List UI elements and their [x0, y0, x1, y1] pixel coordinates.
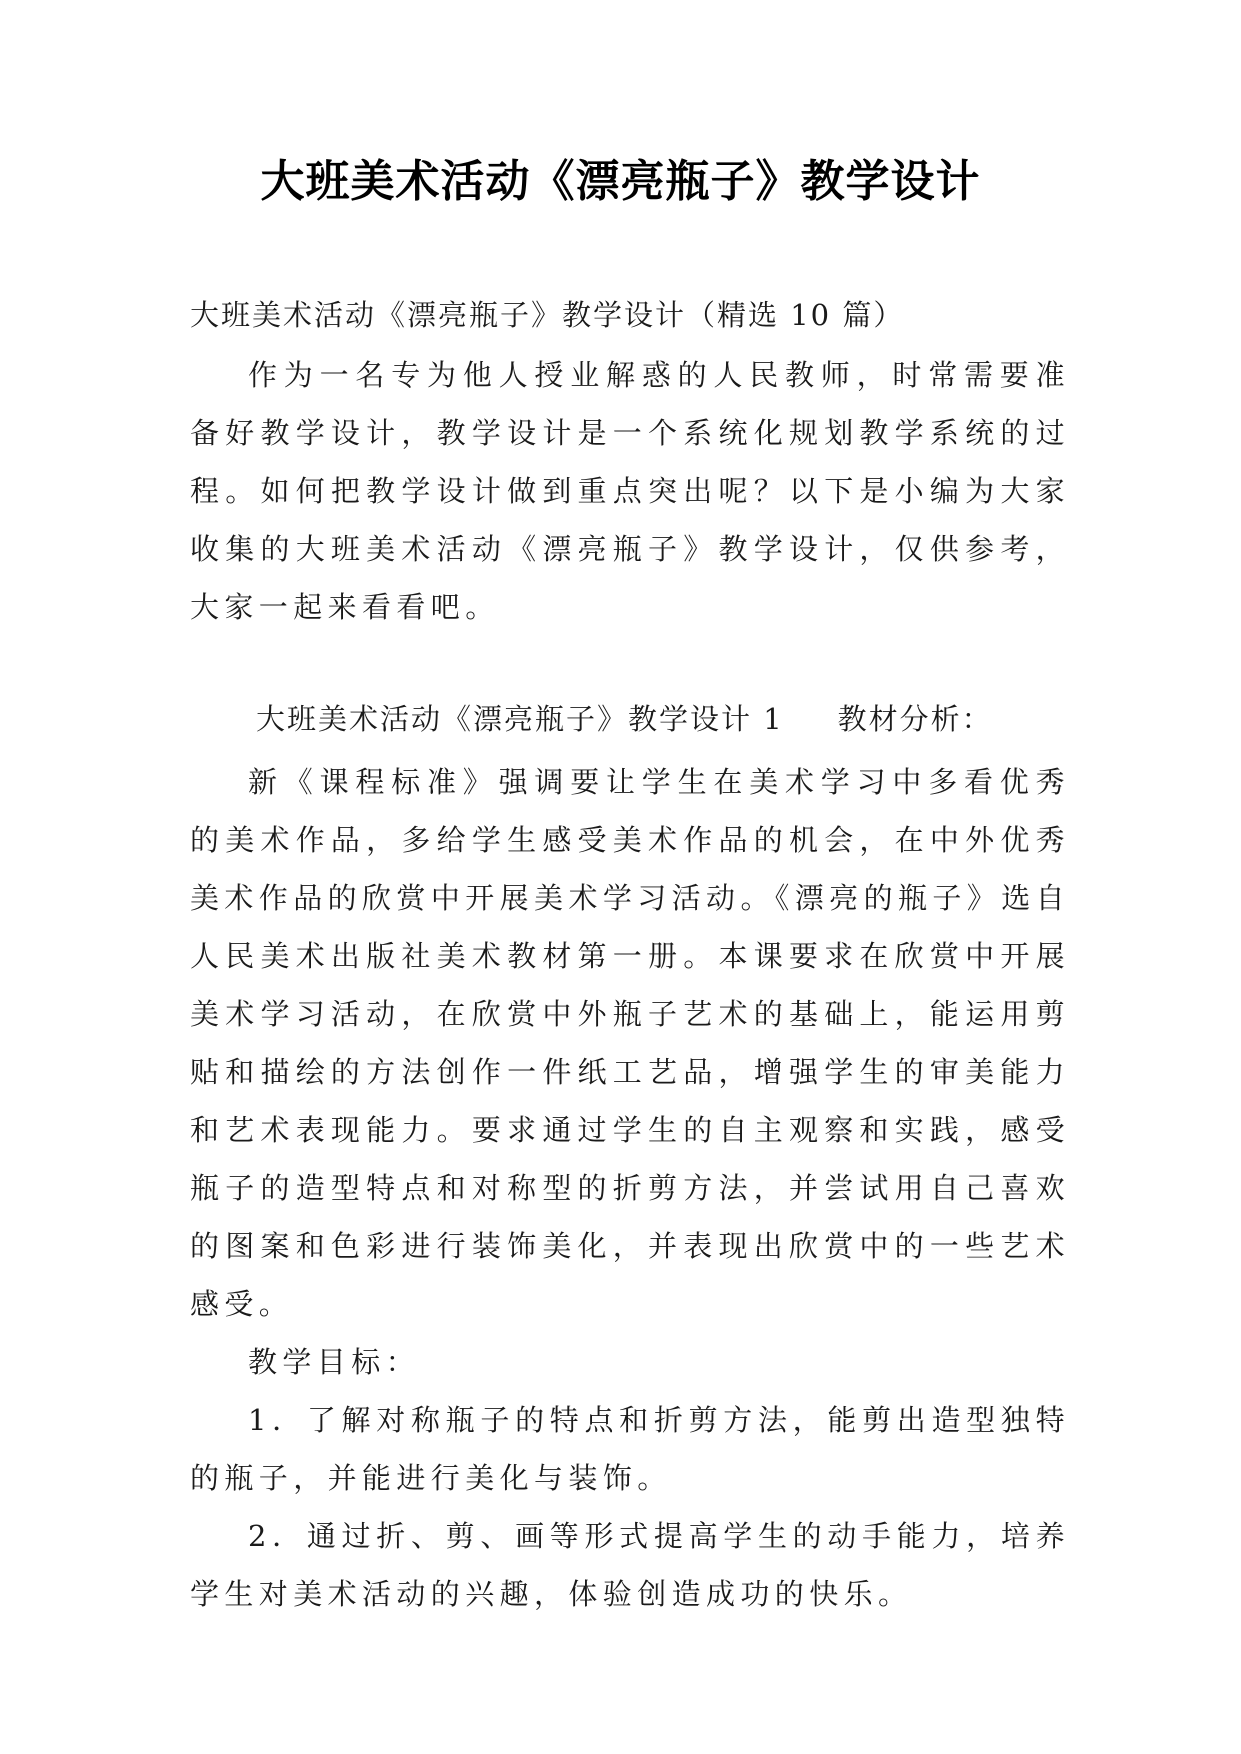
goal-2-paragraph: 2．通过折、剪、画等形式提高学生的动手能力，培养学生对美术活动的兴趣，体验创造成功的快乐。	[190, 1519, 1070, 1611]
document-title: 大班美术活动《漂亮瓶子》教学设计	[260, 156, 981, 207]
goals-label: 教学目标：	[248, 1345, 421, 1379]
goal-1-paragraph: 1．了解对称瓶子的特点和折剪方法，能剪出造型独特的瓶子，并能进行美化与装饰。	[190, 1403, 1070, 1495]
intro-paragraph: 作为一名专为他人授业解惑的人民教师，时常需要准备好教学设计，教学设计是一个系统化规划教学系统的过程。如何把教学设计做到重点突出呢？以下是小编为大家收集的大班美术活动《漂亮瓶子》教学设计，仅供参考，大家一起来看看吧。	[190, 358, 1070, 624]
section-1	[190, 697, 1070, 1623]
section-1-heading-line	[190, 697, 1070, 741]
document-subtitle: 大班美术活动《漂亮瓶子》教学设计（精选 10 篇）	[190, 298, 905, 332]
section-1-body	[190, 753, 1070, 1623]
intro-section	[190, 346, 1070, 636]
analysis-paragraph: 新《课程标准》强调要让学生在美术学习中多看优秀的美术作品，多给学生感受美术作品的机会，在中外优秀美术作品的欣赏中开展美术学习活动。《漂亮的瓶子》选自人民美术出版社美术教材第一册。本课要求在欣赏中开展美术学习活动，在欣赏中外瓶子艺术的基础上，能运用剪贴和描绘的方法创作一件纸工艺品，增强学生的审美能力和艺术表现能力。要求通过学生的自主观察和实践，感受瓶子的造型特点和对称型的折剪方法，并尝试用自己喜欢的图案和色彩进行装饰美化，并表现出欣赏中的一些艺术感受。	[190, 765, 1070, 1321]
section-1-heading-tail: 教材分析：	[837, 702, 993, 736]
section-1-heading: 大班美术活动《漂亮瓶子》教学设计 1	[256, 702, 784, 736]
